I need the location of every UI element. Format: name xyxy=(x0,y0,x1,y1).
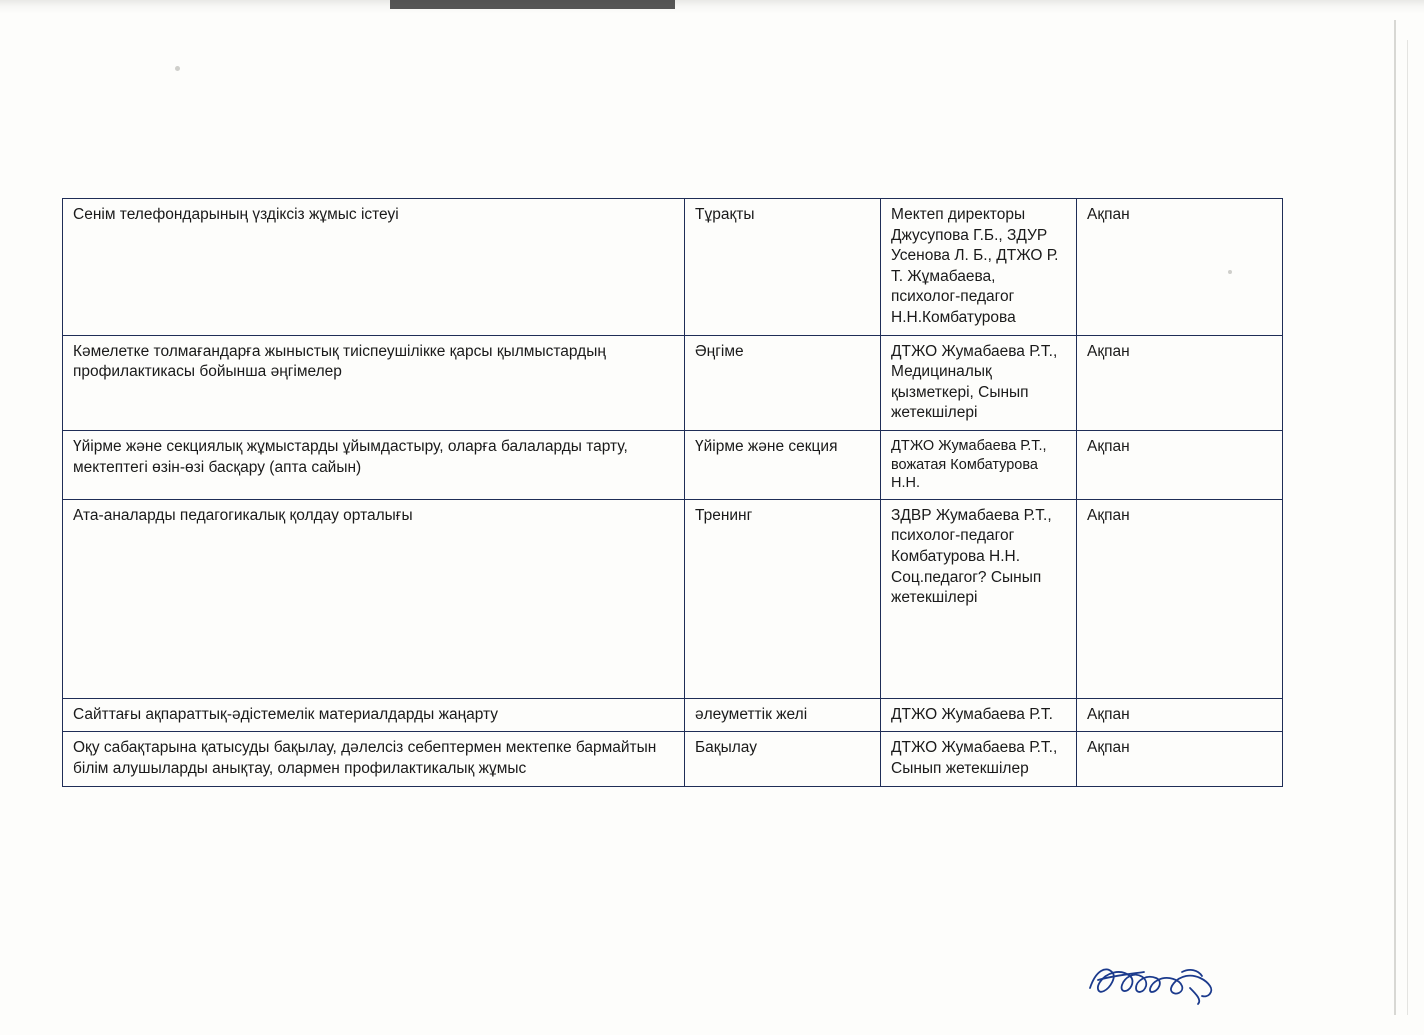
scan-speck xyxy=(175,66,180,71)
table-row xyxy=(63,499,1283,698)
cell-activity: Сайттағы ақпараттық-әдістемелік материалдарды жаңарту xyxy=(63,698,685,732)
handwritten-signature xyxy=(1086,958,1226,1006)
plan-table xyxy=(62,198,1283,787)
table-row xyxy=(63,732,1283,786)
cell-activity: Кәмелетке толмағандарға жыныстық тиіспеушілікке қарсы қылмыстардың профилактикасы бойынша әңгімелер xyxy=(63,335,685,430)
cell-month: Ақпан xyxy=(1077,698,1283,732)
scan-right-edge-secondary xyxy=(1407,40,1408,1015)
cell-form: Тұрақты xyxy=(685,199,881,336)
cell-form: Әңгіме xyxy=(685,335,881,430)
table-row xyxy=(63,431,1283,500)
cell-activity: Сенім телефондарының үздіксіз жұмыс істеуі xyxy=(63,199,685,336)
cell-activity: Үйірме және секциялық жұмыстарды ұйымдастыру, оларға балаларды тарту, мектептегі өзін-өзі басқару (апта сайын) xyxy=(63,431,685,500)
cell-responsible: ДТЖО Жумабаева Р.Т. xyxy=(881,698,1077,732)
scan-right-edge xyxy=(1394,20,1396,1015)
table-row xyxy=(63,199,1283,336)
cell-month: Ақпан xyxy=(1077,199,1283,336)
table-row xyxy=(63,335,1283,430)
cell-activity: Ата-аналарды педагогикалық қолдау орталығы xyxy=(63,499,685,698)
scan-dark-band xyxy=(390,0,675,9)
scan-top-shadow xyxy=(0,0,1424,14)
cell-responsible: Мектеп директоры Джусупова Г.Б., ЗДУР Усенова Л. Б., ДТЖО Р. Т. Жұмабаева, психолог-педагог Н.Н.Комбатурова xyxy=(881,199,1077,336)
cell-form: Тренинг xyxy=(685,499,881,698)
cell-form: әлеуметтік желі xyxy=(685,698,881,732)
cell-activity: Оқу сабақтарына қатысуды бақылау, дәлелсіз себептермен мектепке бармайтын білім алушыларды анықтау, олармен профилактикалық жұмыс xyxy=(63,732,685,786)
cell-month: Ақпан xyxy=(1077,431,1283,500)
cell-form: Үйірме және секция xyxy=(685,431,881,500)
cell-month: Ақпан xyxy=(1077,732,1283,786)
table-row xyxy=(63,698,1283,732)
cell-responsible: ЗДВР Жумабаева Р.Т., психолог-педагог Комбатурова Н.Н. Соц.педагог? Сынып жетекшілері xyxy=(881,499,1077,698)
cell-responsible: ДТЖО Жумабаева Р.Т., Медициналық қызметкері, Сынып жетекшілері xyxy=(881,335,1077,430)
cell-form: Бақылау xyxy=(685,732,881,786)
cell-month: Ақпан xyxy=(1077,499,1283,698)
cell-responsible: ДТЖО Жумабаева Р.Т., Сынып жетекшілер xyxy=(881,732,1077,786)
cell-month: Ақпан xyxy=(1077,335,1283,430)
cell-responsible: ДТЖО Жумабаева Р.Т., вожатая Комбатурова Н.Н. xyxy=(881,431,1077,500)
